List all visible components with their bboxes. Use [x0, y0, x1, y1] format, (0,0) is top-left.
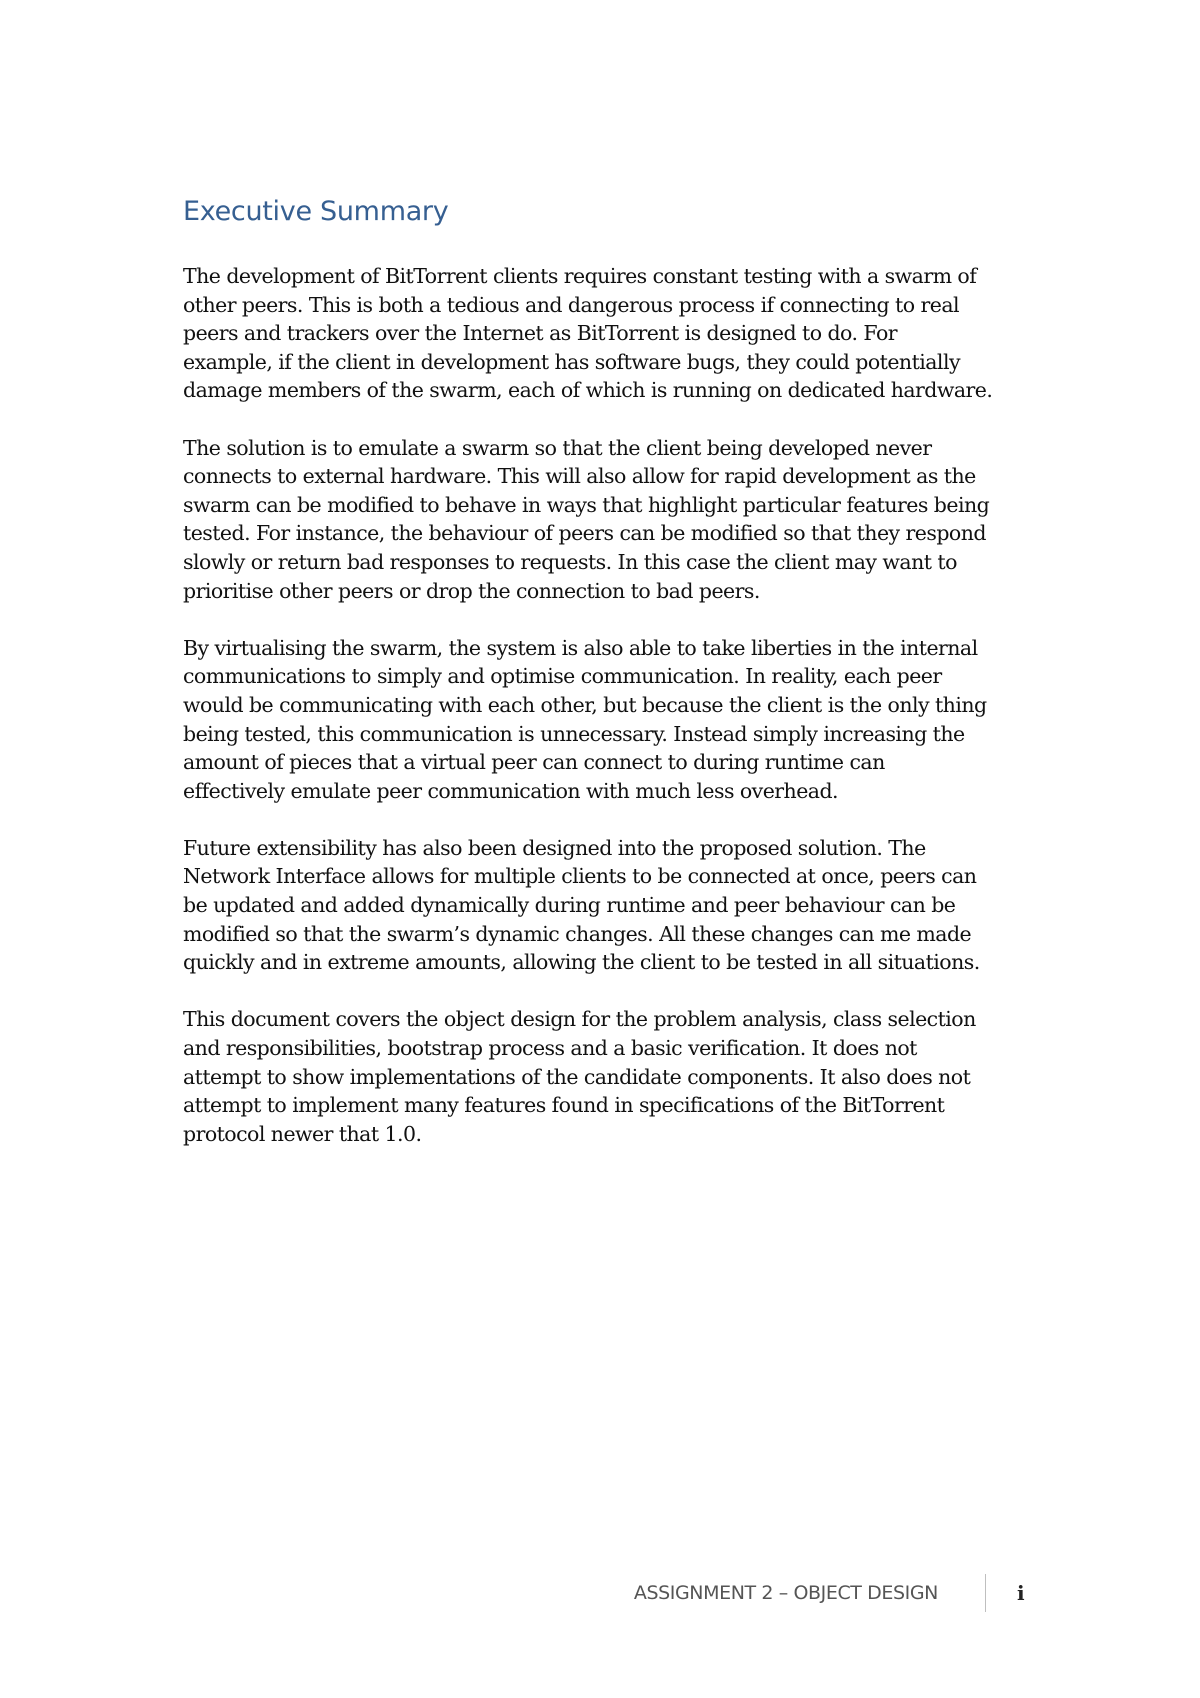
text-line: communications to simply and optimise communication. In reality, each peer [183, 664, 942, 689]
text-line: This document covers the object design for the problem analysis, class selection [183, 1007, 976, 1032]
page-footer [0, 1574, 1200, 1614]
body-text [183, 262, 1043, 1177]
footer-title: ASSIGNMENT 2 – OBJECT DESIGN [633, 1582, 938, 1604]
text-line: quickly and in extreme amounts, allowing the client to be tested in all situations. [183, 950, 980, 975]
text-line: By virtualising the swarm, the system is also able to take liberties in the internal [183, 635, 978, 660]
text-line: prioritise other peers or drop the connection to bad peers. [183, 578, 760, 603]
paragraph-1 [183, 262, 1043, 405]
section-heading: Executive Summary [183, 196, 449, 227]
paragraph-4 [183, 834, 1043, 977]
text-line: The development of BitTorrent clients requires constant testing with a swarm of [183, 264, 977, 288]
text-line: protocol newer that 1.0. [183, 1121, 422, 1146]
text-line: peers and trackers over the Internet as BitTorrent is designed to do. For [183, 321, 898, 346]
text-line: other peers. This is both a tedious and dangerous process if connecting to real [183, 292, 960, 317]
text-line: amount of pieces that a virtual peer can connect to during runtime can [183, 750, 885, 775]
text-line: being tested, this communication is unnecessary. Instead simply increasing the [183, 721, 965, 746]
text-line: example, if the client in development has software bugs, they could potentially [183, 349, 960, 374]
text-line: swarm can be modified to behave in ways that highlight particular features being [183, 492, 990, 517]
text-line: connects to external hardware. This will also allow for rapid development as the [183, 464, 976, 489]
text-line: damage members of the swarm, each of which is running on dedicated hardware. [183, 378, 993, 403]
paragraph-3 [183, 634, 1043, 806]
text-line: and responsibilities, bootstrap process and a basic verification. It does not [183, 1036, 917, 1061]
text-line: slowly or return bad responses to requests. In this case the client may want to [183, 549, 957, 574]
text-line: tested. For instance, the behaviour of peers can be modified so that they respond [183, 521, 986, 546]
paragraph-5 [183, 1005, 1043, 1148]
text-line: Future extensibility has also been designed into the proposed solution. The [183, 835, 926, 860]
paragraph-2 [183, 434, 1043, 606]
page-number: i [1017, 1581, 1025, 1605]
text-line: be updated and added dynamically during runtime and peer behaviour can be [183, 893, 956, 918]
text-line: attempt to show implementations of the candidate components. It also does not [183, 1064, 971, 1089]
text-line: modified so that the swarm’s dynamic changes. All these changes can me made [183, 921, 972, 946]
text-line: effectively emulate peer communication with much less overhead. [183, 778, 838, 803]
text-line: Network Interface allows for multiple clients to be connected at once, peers can [183, 864, 977, 889]
text-line: would be communicating with each other, but because the client is the only thing [183, 692, 987, 717]
text-line: attempt to implement many features found in specifications of the BitTorrent [183, 1093, 945, 1118]
text-line: The solution is to emulate a swarm so that the client being developed never [183, 435, 932, 460]
footer-divider [985, 1574, 986, 1612]
